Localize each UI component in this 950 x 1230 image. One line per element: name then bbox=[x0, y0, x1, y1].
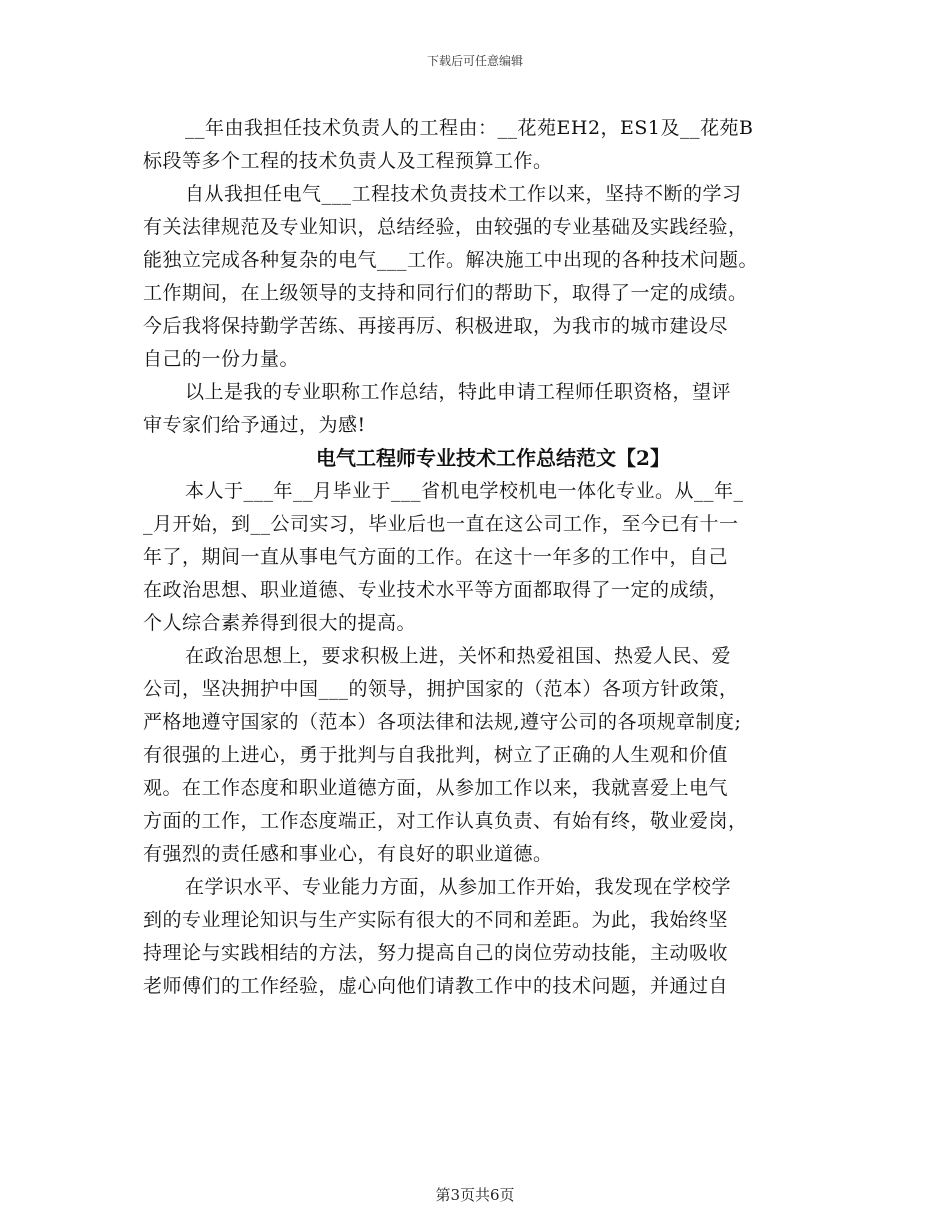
document-body bbox=[143, 112, 813, 1003]
text-line: 有很强的上进心，勇于批判与自我批判，树立了正确的人生观和价值 bbox=[143, 744, 729, 766]
text-line: 老师傅们的工作经验，虚心向他们请教工作中的技术问题，并通过自 bbox=[143, 975, 729, 997]
text-line: 自从我担任电气___工程技术负责技术工作以来，坚持不断的学习 bbox=[185, 183, 742, 205]
text-line: 方面的工作，工作态度端正，对工作认真负责、有始有终，敬业爱岗， bbox=[143, 810, 748, 832]
text-line: _月开始，到__公司实习，毕业后也一直在这公司工作，至今已有十一 bbox=[143, 513, 739, 535]
text-line: 自己的一份力量。 bbox=[143, 348, 300, 370]
text-line: 以上是我的专业职称工作总结，特此申请工程师任职资格，望评 bbox=[185, 381, 732, 403]
text-line: 工作期间，在上级领导的支持和同行们的帮助下，取得了一定的成绩。 bbox=[143, 282, 748, 304]
page-number: 第3页共6页 bbox=[435, 1186, 515, 1204]
text-line: 个人综合素养得到很大的提高。 bbox=[143, 612, 417, 634]
text-line: 审专家们给予通过，为感! bbox=[143, 414, 366, 436]
text-line: 有关法律规范及专业知识，总结经验，由较强的专业基础及实践经验， bbox=[143, 216, 748, 238]
text-line: 严格地遵守国家的（范本）各项法律和法规,遵守公司的各项规章制度; bbox=[143, 711, 742, 733]
text-line: 本人于___年__月毕业于___省机电学校机电一体化专业。从__年_ bbox=[185, 480, 744, 502]
text-line: 观。在工作态度和职业道德方面，从参加工作以来，我就喜爱上电气 bbox=[143, 777, 729, 799]
page-header: 下载后可任意编辑 bbox=[426, 54, 523, 68]
text-line: 今后我将保持勤学苦练、再接再厉、积极进取，为我市的城市建设尽 bbox=[143, 315, 729, 337]
paragraph-block-2 bbox=[143, 475, 813, 1003]
text-line: 在政治思想上，要求积极上进，关怀和热爱祖国、热爱人民、爱 bbox=[185, 645, 732, 667]
text-line: 在政治思想、职业道德、专业技术水平等方面都取得了一定的成绩， bbox=[143, 579, 729, 601]
text-line: 公司，坚决拥护中国___的领导，拥护国家的（范本）各项方针政策， bbox=[143, 678, 739, 700]
text-line: 在学识水平、专业能力方面，从参加工作开始，我发现在学校学 bbox=[185, 876, 732, 898]
section-heading: 电气工程师专业技术工作总结范文【2】 bbox=[316, 446, 670, 470]
text-line: 年了，期间一直从事电气方面的工作。在这十一年多的工作中，自己 bbox=[143, 546, 729, 568]
text-line: 到的专业理论知识与生产实际有很大的不同和差距。为此，我始终坚 bbox=[143, 909, 729, 931]
paragraph-block-1 bbox=[143, 112, 813, 442]
text-line: 能独立完成各种复杂的电气___工作。解决施工中出现的各种技术问题。 bbox=[143, 249, 759, 271]
text-line: 有强烈的责任感和事业心，有良好的职业道德。 bbox=[143, 843, 553, 865]
text-line: __年由我担任技术负责人的工程由：__花苑EH2，ES1及__花苑B bbox=[185, 117, 754, 139]
text-line: 标段等多个工程的技术负责人及工程预算工作。 bbox=[143, 150, 553, 172]
text-line: 持理论与实践相结的方法，努力提高自己的岗位劳动技能，主动吸收 bbox=[143, 942, 729, 964]
